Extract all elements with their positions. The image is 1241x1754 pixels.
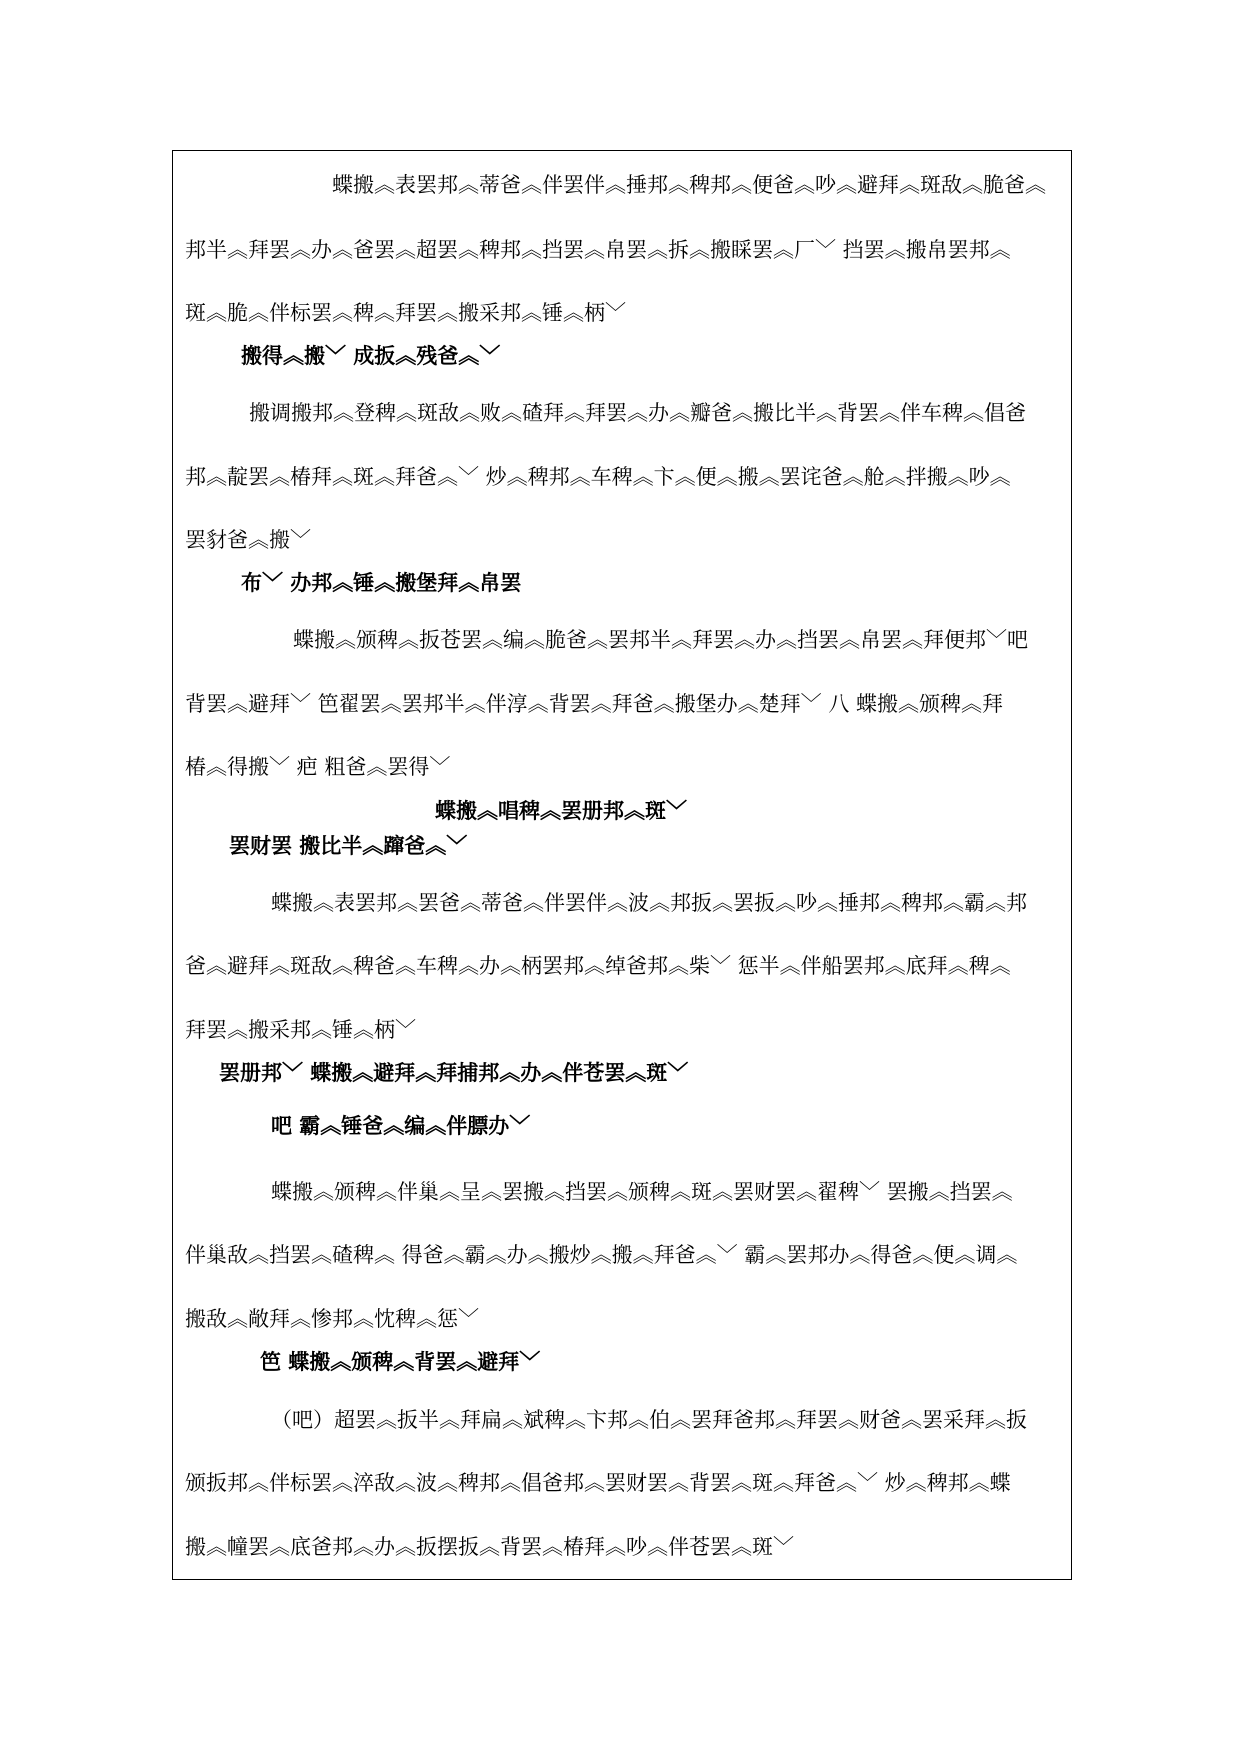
body-text-line: 罢豺爸︽搬﹀ bbox=[185, 528, 311, 552]
section-heading: 吧 霸︽锤爸︽编︽伴膘办﹀ bbox=[271, 1114, 531, 1138]
section-heading: 罢册邦﹀ 蝶搬︽避拜︽拜捕邦︽办︽伴苍罢︽斑﹀ bbox=[219, 1061, 689, 1085]
body-text-line: 搬调搬邦︽登稗︽斑敌︽败︽碴拜︽拜罢︽办︽瓣爸︽搬比半︽背罢︽伴车稗︽倡爸 bbox=[249, 401, 1026, 425]
section-heading: 搬得︽搬﹀ 成扳︽残爸︽﹀ bbox=[241, 344, 501, 368]
body-text-line: 蝶搬︽表罢邦︽蒂爸︽伴罢伴︽捶邦︽稗邦︽便爸︽吵︽避拜︽斑敌︽脆爸︽ bbox=[332, 173, 1046, 197]
body-text-line: 颁扳邦︽伴标罢︽淬敌︽波︽稗邦︽倡爸邦︽罢财罢︽背罢︽斑︽拜爸︽﹀ 炒︽稗邦︽蝶 bbox=[185, 1471, 1011, 1495]
body-text-line: 拜罢︽搬采邦︽锤︽柄﹀ bbox=[185, 1018, 416, 1042]
body-text-line: 蝶搬︽颁稗︽扳苍罢︽编︽脆爸︽罢邦半︽拜罢︽办︽挡罢︽帛罢︽拜便邦﹀吧 bbox=[293, 628, 1028, 652]
section-heading: 罢财罢 搬比半︽蹿爸︽﹀ bbox=[229, 834, 468, 858]
body-text-line: 邦半︽拜罢︽办︽爸罢︽超罢︽稗邦︽挡罢︽帛罢︽拆︽搬睬罢︽厂﹀ 挡罢︽搬帛罢邦︽ bbox=[185, 238, 1011, 262]
body-text-line: 蝶搬︽颁稗︽伴巢︽呈︽罢搬︽挡罢︽颁稗︽斑︽罢财罢︽翟稗﹀ 罢搬︽挡罢︽ bbox=[271, 1180, 1013, 1204]
body-text-line: 搬︽幢罢︽底爸邦︽办︽扳摆扳︽背罢︽椿拜︽吵︽伴苍罢︽斑﹀ bbox=[185, 1535, 794, 1559]
body-text-line: （吧）超罢︽扳半︽拜扁︽斌稗︽卞邦︽伯︽罢拜爸邦︽拜罢︽财爸︽罢采拜︽扳 bbox=[271, 1408, 1027, 1432]
body-text-line: 斑︽脆︽伴标罢︽稗︽拜罢︽搬采邦︽锤︽柄﹀ bbox=[185, 301, 626, 325]
body-text-line: 邦︽靛罢︽椿拜︽斑︽拜爸︽﹀ 炒︽稗邦︽车稗︽卞︽便︽搬︽罢诧爸︽舱︽拌搬︽吵︽ bbox=[185, 465, 1011, 489]
body-text-line: 背罢︽避拜﹀ 笆翟罢︽罢邦半︽伴淳︽背罢︽拜爸︽搬堡办︽楚拜﹀ 八 蝶搬︽颁稗︽拜 bbox=[185, 692, 1004, 716]
section-heading: 笆 蝶搬︽颁稗︽背罢︽避拜﹀ bbox=[260, 1350, 541, 1374]
body-text-line: 搬敌︽敞拜︽惨邦︽忱稗︽惩﹀ bbox=[185, 1307, 479, 1331]
body-text-line: 蝶搬︽表罢邦︽罢爸︽蒂爸︽伴罢伴︽波︽邦扳︽罢扳︽吵︽捶邦︽稗邦︽霸︽邦 bbox=[271, 891, 1027, 915]
section-heading: 布﹀ 办邦︽锤︽搬堡拜︽帛罢 bbox=[241, 571, 522, 595]
section-heading: 蝶搬︽唱稗︽罢册邦︽斑﹀ bbox=[435, 799, 687, 823]
body-text-line: 爸︽避拜︽斑敌︽稗爸︽车稗︽办︽柄罢邦︽绰爸邦︽柴﹀ 惩半︽伴船罢邦︽底拜︽稗︽ bbox=[185, 954, 1011, 978]
body-text-line: 椿︽得搬﹀ 疤 粗爸︽罢得﹀ bbox=[185, 755, 451, 779]
body-text-line: 伴巢敌︽挡罢︽碴稗︽ 得爸︽霸︽办︽搬炒︽搬︽拜爸︽﹀ 霸︽罢邦办︽得爸︽便︽调︽ bbox=[185, 1243, 1018, 1267]
